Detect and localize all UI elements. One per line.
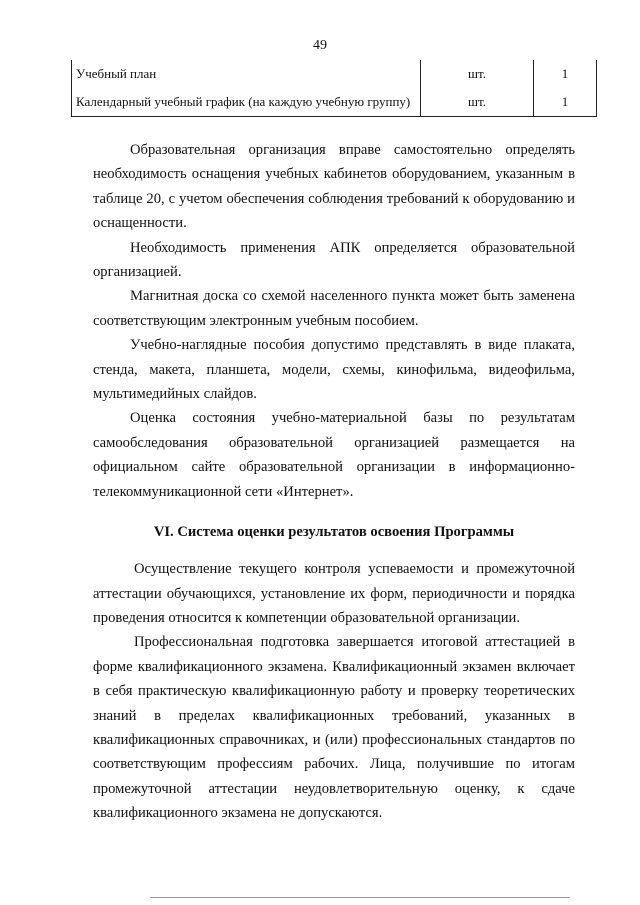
table-cell-name: Календарный учебный график (на каждую учебную группу): [72, 88, 421, 117]
paragraph: Магнитная доска со схемой населенного пункта может быть заменена соответствующим электронным учебным пособием.: [93, 288, 575, 329]
page-number: 49: [313, 38, 327, 53]
equipment-table: [71, 60, 597, 117]
document-body: [93, 138, 575, 826]
paragraph: Необходимость применения АПК определяется образовательной организацией.: [93, 239, 575, 281]
table-cell-qty: 1: [534, 88, 597, 117]
table-cell-qty: 1: [534, 60, 597, 88]
table-cell-name: Учебный план: [72, 60, 421, 88]
paragraph: Учебно-наглядные пособия допустимо представлять в виде плаката, стенда, макета, планшета, модели, схемы, кинофильма, видеофильма, мультимедийных слайдов.: [93, 337, 575, 403]
section-heading: VI. Система оценки результатов освоения Программы: [153, 524, 515, 541]
paragraph: Образовательная организация вправе самостоятельно определять необходимость оснащения учебных кабинетов оборудованием, указанным в таблице 20, с учетом обеспечения соблюдения требований к оборудованию и оснащенности.: [93, 142, 575, 232]
table-cell-unit: шт.: [421, 60, 534, 88]
paragraph: Оценка состояния учебно-материальной базы по результатам самообследования образовательной организацией размещается на официальном сайте образовательной организации в информационно-телекоммуникационной сети «Интернет».: [93, 410, 575, 500]
paragraph: Профессиональная подготовка завершается итоговой аттестацией в форме квалификационного экзамена. Квалификационный экзамен включает в себя практическую квалификационную работу и проверку теоретических знаний в пределах квалификационных требований, указанных в квалификационных справочниках, и (или) профессиональных стандартов по соответствующим профессиям рабочих. Лица, получившие по итогам промежуточной аттестации неудовлетворительную оценку, к сдаче квалификационного экзамена не допускаются.: [93, 634, 575, 822]
paragraph: Осуществление текущего контроля успеваемости и промежуточной аттестации обучающихся, установление их форм, периодичности и порядка проведения относится к компетенции образовательной организации.: [93, 561, 575, 626]
page-bottom-edge: [150, 897, 570, 898]
table-row: [72, 88, 597, 117]
table-row: [72, 60, 597, 88]
table-cell-unit: шт.: [421, 88, 534, 117]
